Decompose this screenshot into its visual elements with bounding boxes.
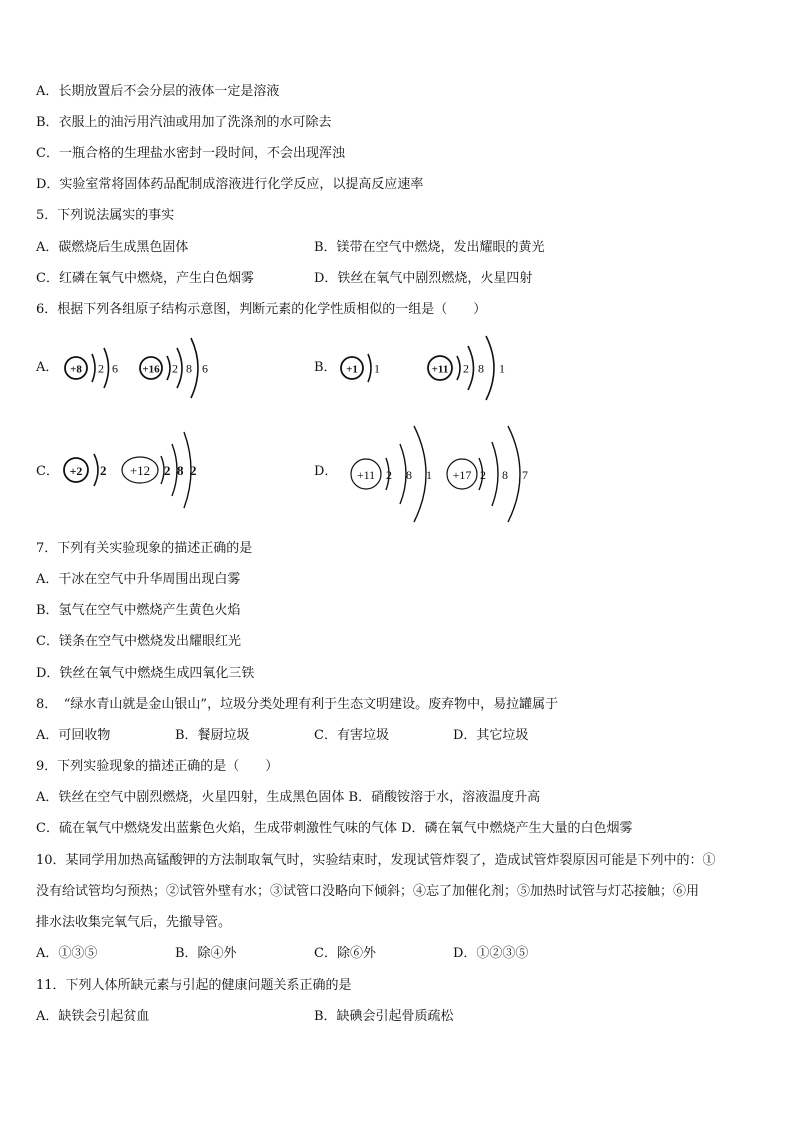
shell-electron-count: 1 [426,468,432,482]
q9-options-ab: A．铁丝在空气中剧烈燃烧，火星四射，生成黑色固体 B．硝酸铵溶于水，溶液温度升高 [36,790,541,805]
q11-option-a: A．缺铁会引起贫血 [36,1009,150,1024]
q10-option-c: C．除⑥外 [314,946,376,961]
shell-electron-count: 8 [478,361,484,376]
q5-option-c: C．红磷在氧气中燃烧，产生白色烟雾 [36,271,254,286]
q6-label-b: B． [314,360,337,375]
q10-option-a: A．①③⑤ [36,946,98,961]
nucleus-charge: +1 [346,363,358,376]
shell-electron-count: 8 [502,468,508,482]
q6-stem: 6．根据下列各组原子结构示意图，判断元素的化学性质相似的一组是（ ） [36,302,487,317]
electron-shell-arc [492,442,498,506]
q8-option-d: D．其它垃圾 [453,728,529,743]
q10-stem-line-2: 没有给试管均匀预热；②试管外壁有水；③试管口没略向下倾斜；④忘了加催化剂；⑤加热时试管与灯芯接触；⑥用 [36,884,700,899]
shell-electron-count: 6 [112,361,118,376]
q11-stem: 11．下列人体所缺元素与引起的健康问题关系正确的是 [36,978,352,993]
electron-shell-arc [414,426,426,522]
q8-option-c: C．有害垃圾 [314,728,389,743]
shell-electron-count: 2 [172,361,178,376]
q8-stem: 8． “绿水青山就是金山银山”，垃圾分类处理有利于生态文明建设。废弃物中，易拉罐属于 [36,697,559,712]
shell-electron-count: 2 [463,361,469,376]
nucleus-charge: +12 [129,463,151,478]
q10-stem-line-3: 排水法收集完氧气后，先撤导管。 [36,915,232,930]
nucleus-charge: +11 [431,363,449,376]
shell-electron-count: 2 [164,463,171,478]
q5-option-b: B．镁带在空气中燃烧，发出耀眼的黄光 [314,240,545,255]
q9-options-cd: C．硫在氧气中燃烧发出蓝紫色火焰，生成带刺激性气味的气体 D．磷在氧气中燃烧产生大量的白色烟雾 [36,821,633,836]
atom-diagram-d [346,420,546,526]
shell-electron-count: 2 [190,463,197,478]
nucleus-charge: +2 [69,464,83,478]
q7-option-b: B．氢气在空气中燃烧产生黄色火焰 [36,603,241,618]
electron-shell-arc [167,356,170,380]
shell-electron-count: 1 [374,361,380,376]
shell-electron-count: 8 [186,361,192,376]
q10-option-b: B．除④外 [175,946,237,961]
atom-diagram-a [60,330,220,410]
q5-stem: 5．下列说法属实的事实 [36,208,175,223]
electron-shell-arc [94,454,98,486]
q9-stem: 9．下列实验现象的描述正确的是（ ） [36,759,279,774]
nucleus-charge: +16 [142,363,160,376]
atom-diagram-c [60,426,220,516]
shell-electron-count: 2 [386,468,392,482]
q8-option-b: B．餐厨垃圾 [175,728,250,743]
q4-option-c: C．一瓶合格的生理盐水密封一段时间，不会出现浑浊 [36,146,345,161]
q5-option-a: A．碳燃烧后生成黑色固体 [36,240,189,255]
q4-option-a: A．长期放置后不会分层的液体一定是溶液 [36,84,280,99]
nucleus-charge: +17 [452,468,472,482]
q6-label-a: A． [36,360,59,375]
shell-electron-count: 6 [202,361,208,376]
q7-option-d: D．铁丝在氧气中燃烧生成四氧化三铁 [36,666,255,681]
atom-diagram-b [336,330,526,410]
q10-option-d: D．①②③⑤ [453,946,529,961]
nucleus-charge: +11 [356,468,376,482]
electron-shell-arc [104,348,109,388]
nucleus-charge: +8 [70,363,82,376]
shell-electron-count: 2 [480,468,486,482]
q7-option-a: A．干冰在空气中升华周围出现白雾 [36,572,241,587]
q6-label-d: D． [314,464,338,479]
shell-electron-count: 2 [98,361,104,376]
shell-electron-count: 8 [406,468,412,482]
shell-electron-count: 1 [499,361,505,376]
electron-shell-arc [368,354,371,382]
q11-option-b: B．缺碘会引起骨质疏松 [314,1009,454,1024]
q4-option-d: D．实验室常将固体药品配制成溶液进行化学反应，以提高反应速率 [36,177,424,192]
shell-electron-count: 7 [522,468,528,482]
q6-label-c: C． [36,464,59,479]
electron-shell-arc [508,426,520,522]
q4-option-b: B．衣服上的油污用汽油或用加了洗涤剂的水可除去 [36,115,332,130]
q7-option-c: C．镁条在空气中燃烧发出耀眼红光 [36,634,241,649]
q5-option-d: D．铁丝在氧气中剧烈燃烧，火星四射 [314,271,533,286]
q8-option-a: A．可回收物 [36,728,111,743]
q7-stem: 7．下列有关实验现象的描述正确的是 [36,541,253,556]
q10-stem-line-1: 10．某同学用加热高锰酸钾的方法制取氧气时，实验结束时，发现试管炸裂了，造成试管炸裂原因可能是下列中的：① [36,853,716,868]
shell-electron-count: 2 [100,463,107,478]
electron-shell-arc [191,338,198,398]
electron-shell-arc [92,354,95,382]
electron-shell-arc [486,336,494,400]
electron-shell-arc [457,356,460,380]
shell-electron-count: 8 [177,463,184,478]
